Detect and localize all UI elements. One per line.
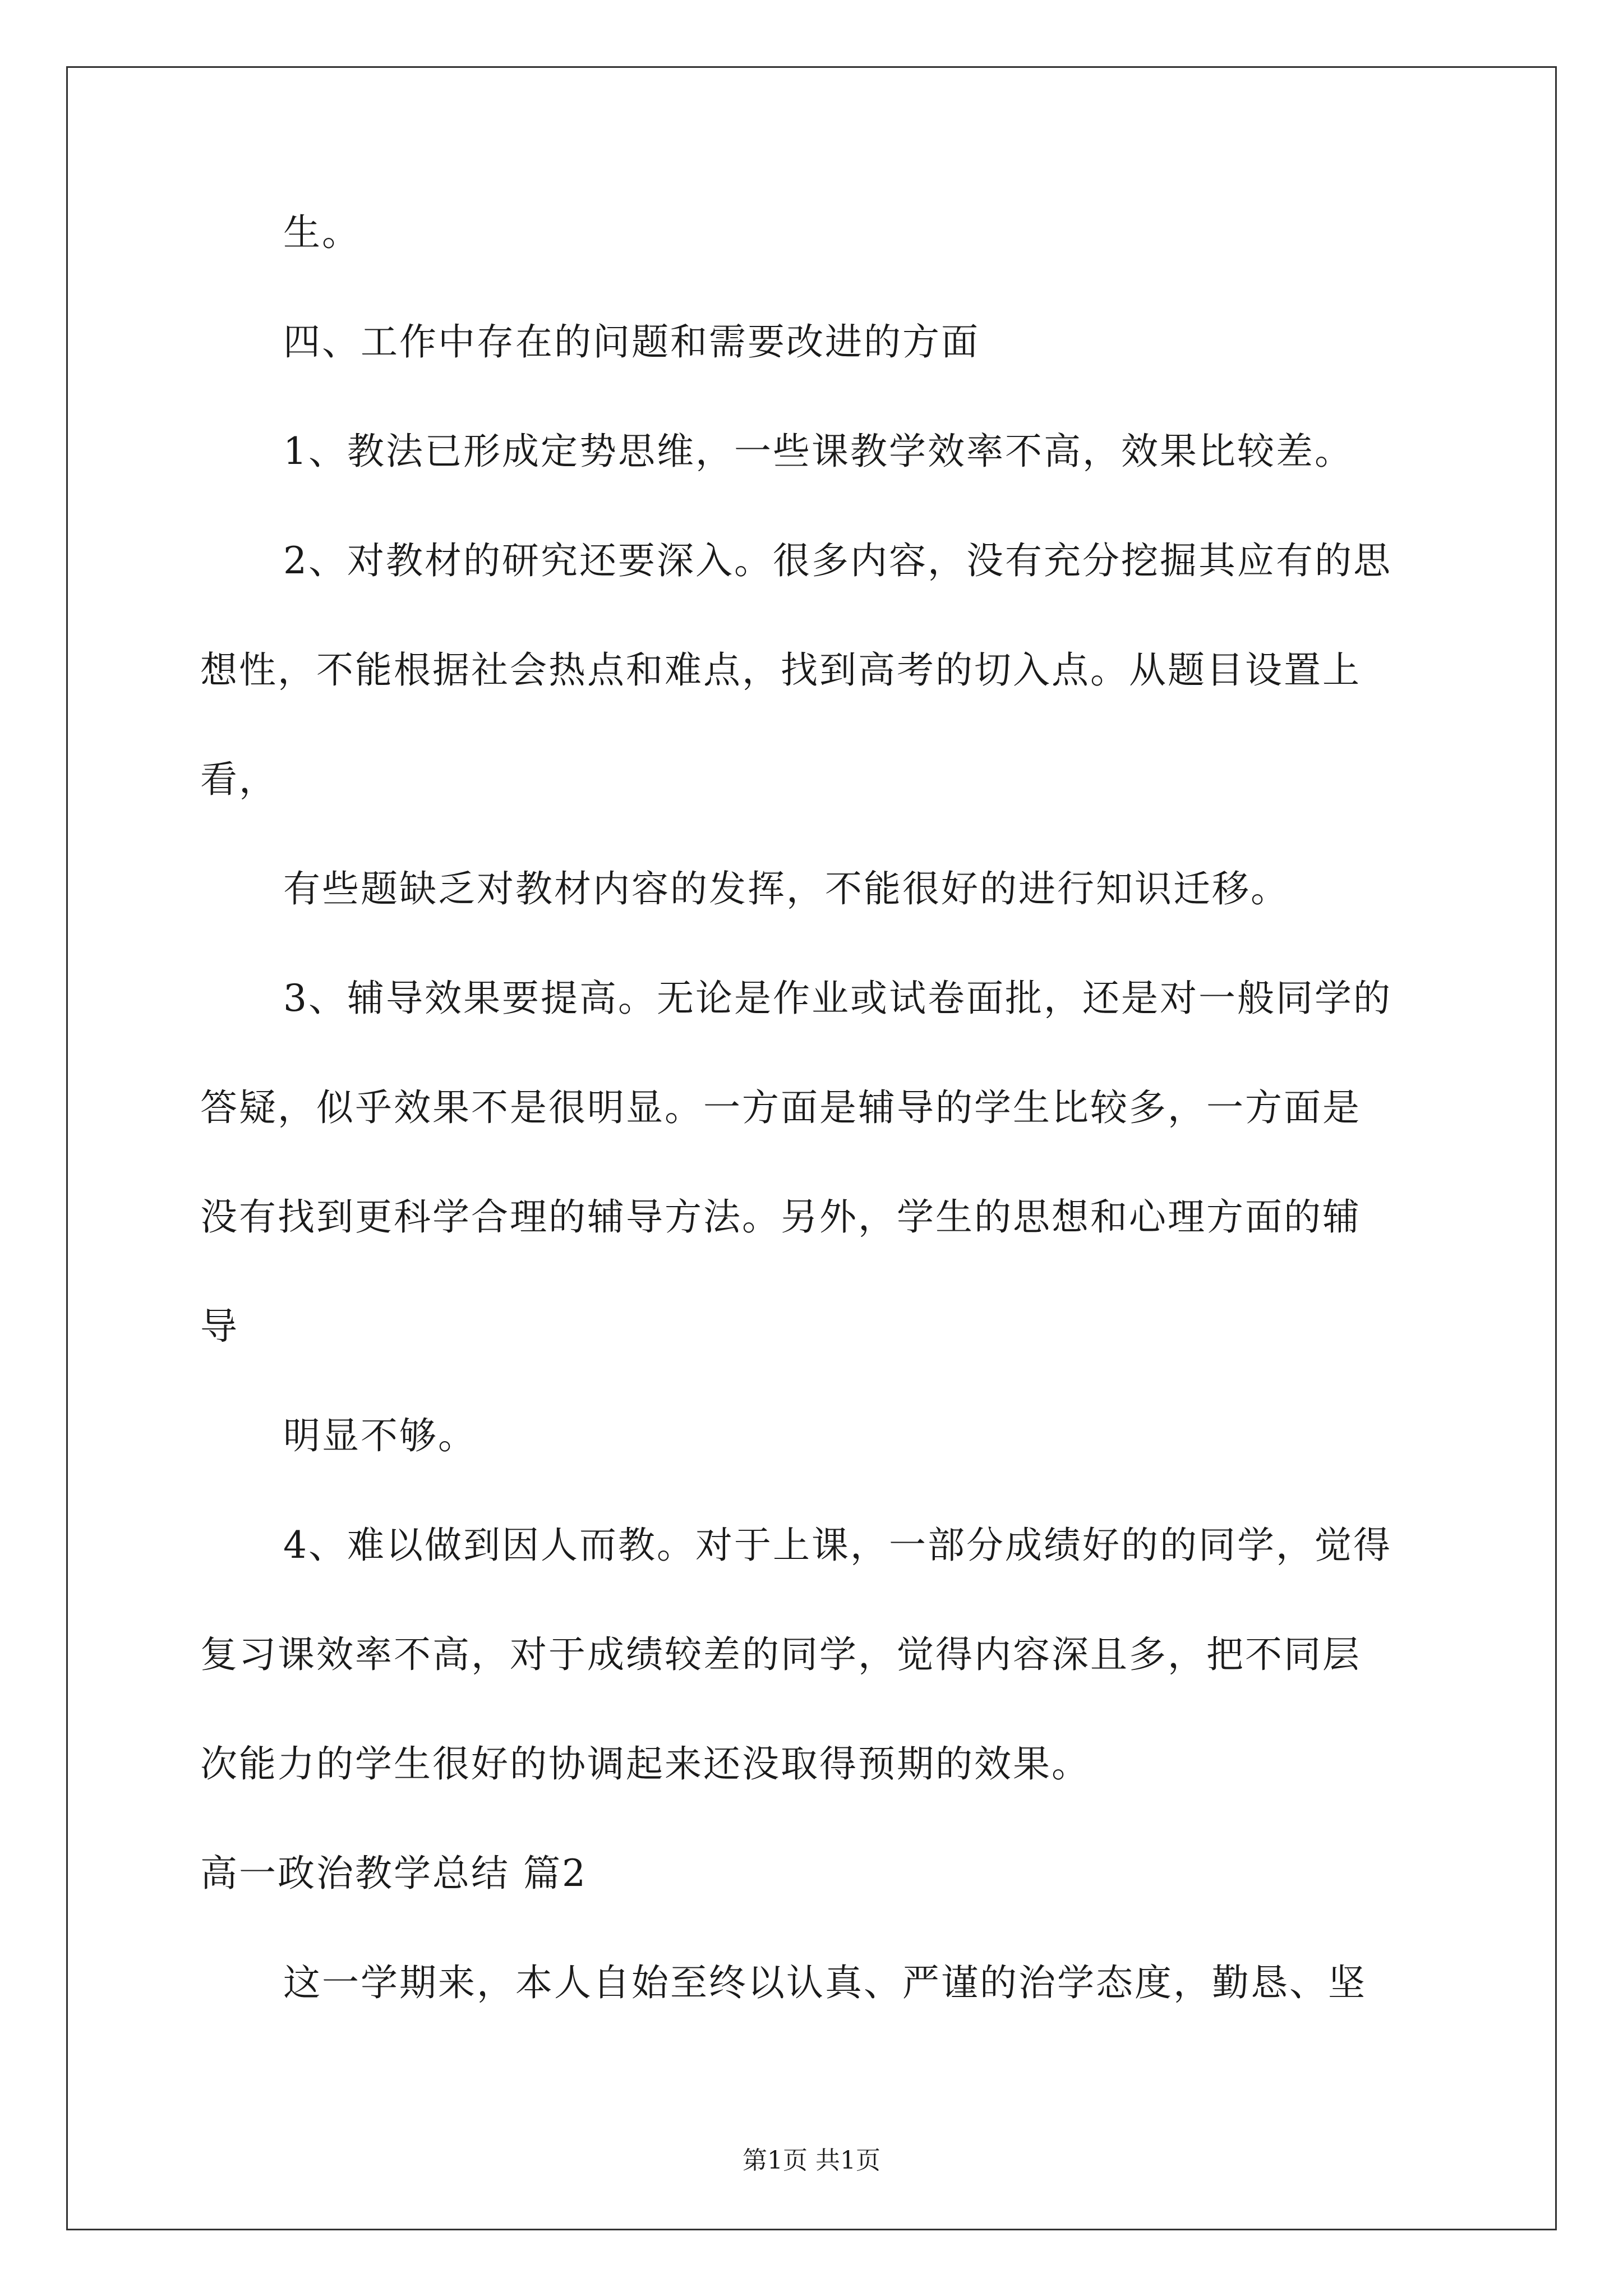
paragraph-line: 想性，不能根据社会热点和难点，找到高考的切入点。从题目设置上 (200, 648, 1361, 692)
paragraph-line: 2、对教材的研究还要深入。很多内容，没有充分挖掘其应有的思 (283, 539, 1392, 582)
paragraph-line: 没有找到更科学合理的辅导方法。另外，学生的思想和心理方面的辅 (200, 1195, 1361, 1239)
paragraph-line: 明显不够。 (283, 1414, 477, 1457)
paragraph-line: 看， (200, 758, 278, 801)
paragraph-line: 3、辅导效果要提高。无论是作业或试卷面批，还是对一般同学的 (283, 977, 1392, 1020)
paragraph-line: 生。 (283, 211, 361, 254)
paragraph-line: 答疑，似乎效果不是很明显。一方面是辅导的学生比较多，一方面是 (200, 1086, 1361, 1129)
paragraph-line: 次能力的学生很好的协调起来还没取得预期的效果。 (200, 1742, 1090, 1786)
paragraph-line: 复习课效率不高，对于成绩较差的同学，觉得内容深且多，把不同层 (200, 1633, 1361, 1676)
paragraph-line: 4、难以做到因人而教。对于上课，一部分成绩好的的同学，觉得 (283, 1524, 1392, 1567)
section-heading: 四、工作中存在的问题和需要改进的方面 (283, 320, 980, 364)
paragraph-line: 这一学期来，本人自始至终以认真、严谨的治学态度，勤恳、坚 (283, 1961, 1367, 2004)
paragraph-line: 1、教法已形成定势思维，一些课教学效率不高，效果比较差。 (283, 430, 1353, 473)
paragraph-line: 有些题缺乏对教材内容的发挥，不能很好的进行知识迁移。 (283, 867, 1289, 910)
page-border (66, 66, 1557, 2230)
article-heading: 高一政治教学总结 篇2 (200, 1852, 587, 1895)
page-footer: 第1页 共1页 (743, 2146, 880, 2175)
paragraph-line: 导 (200, 1305, 239, 1348)
